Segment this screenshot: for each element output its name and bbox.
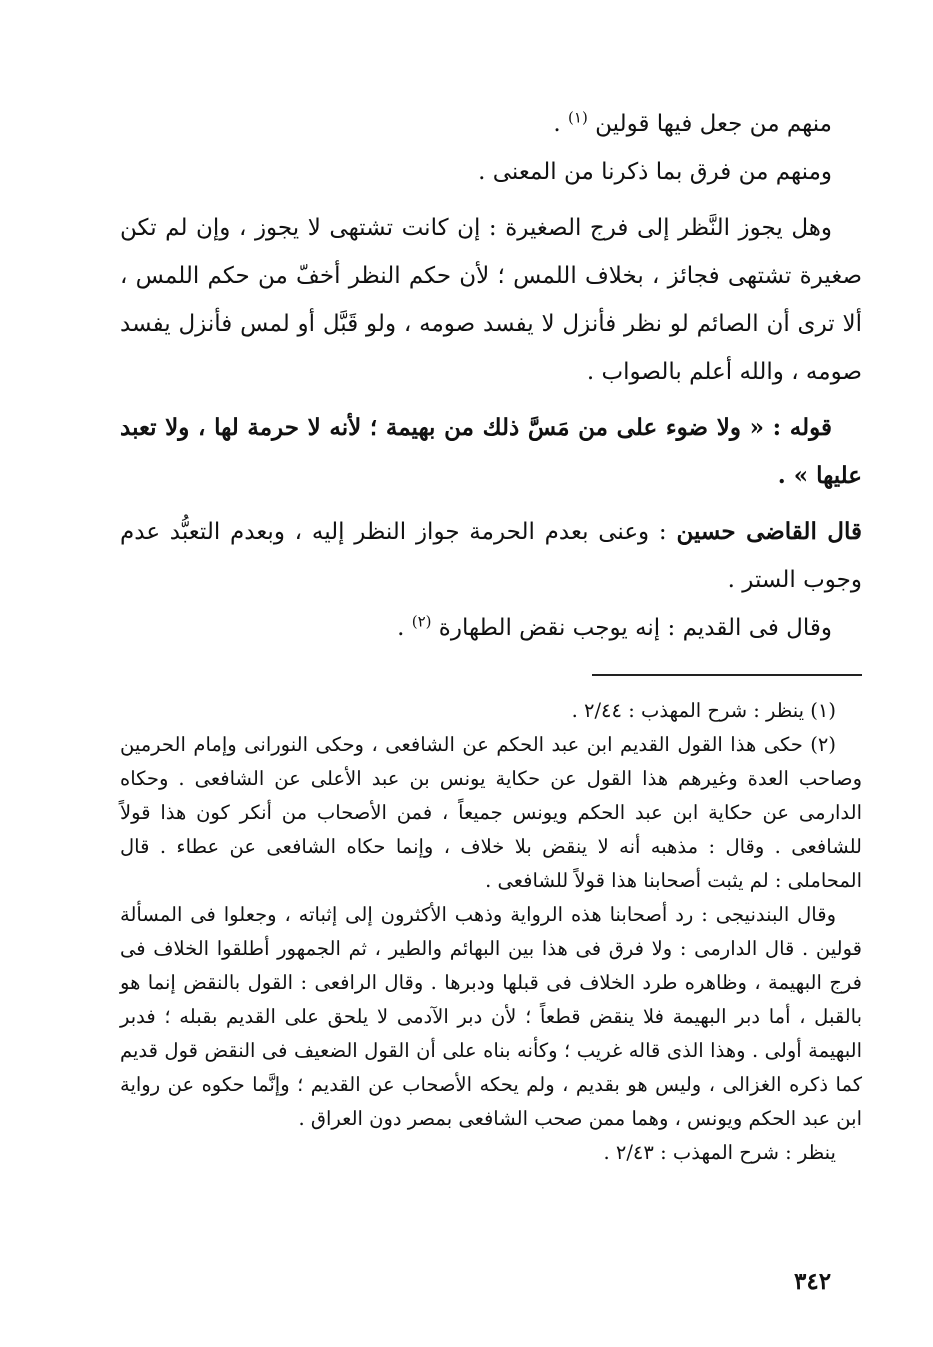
page-number: ٣٤٢	[794, 1268, 832, 1295]
paragraph-6-text: وقال فى القديم : إنه يوجب نقض الطهارة	[431, 615, 832, 641]
footnote-2-reference: ينظر : شرح المهذب : ٢/٤٣ .	[603, 1141, 836, 1164]
paragraph-5-text: : وعنى بعدم الحرمة جواز النظر إليه ، وبعدم التعبُّد عدم وجوب الستر .	[120, 519, 862, 593]
paragraph-1	[120, 100, 862, 148]
paragraph-1-text: منهم من جعل فيها قولين	[587, 111, 832, 137]
footnote-divider	[592, 674, 862, 676]
paragraph-1-end: .	[553, 111, 569, 137]
main-text	[120, 100, 862, 652]
footnote-2-continued: وقال البندنيجى : رد أصحابنا هذه الرواية وذهب الأكثرون إلى إثباته ، وجعلوا فى المسألة قولين . قال الدارمى : ولا فرق فى هذا بين البهائم والطير ، ثم الجمهور أطلقوا الخلاف فى فرج البهيمة ، وظاهره طرد الخلاف فى قبلها ودبرها . وقال الرافعى : القول بالنقض إنما هو بالقبل ، أما دبر البهيمة فلا ينقض قطعاً ؛ لأن دبر الآدمى لا يلحق على القديم بقبله ؛ فدبر البهيمة أولى . وهذا الذى قاله غريب ؛ وكأنه بناه على أن القول الضعيف فى النقض قول قديم كما ذكره الغزالى ، وليس هو بقديم ، ولم يحكه الأصحاب عن القديم ؛ وإنَّما حكوه عن رواية ابن عبد الحكم ويونس ، وهما ممن صحب الشافعى بمصر دون العراق .	[120, 903, 862, 1130]
paragraph-6-end: .	[397, 615, 412, 641]
paragraph-5	[120, 508, 862, 604]
footnote-ref-2: (٢)	[411, 612, 432, 631]
footnote-2: (٢) حكى هذا القول القديم ابن عبد الحكم عن الشافعى ، وحكى النورانى وإمام الحرمين وصاحب العدة وغيرهم هذا القول عن حكاية يونس بن عبد الأعلى عن الشافعى . وحكاه الدارمى عن حكاية ابن عبد الحكم ويونس جميعاً ، فمن الأصحاب من أنكر كون هذا قولاً للشافعى . وقال : مذهبه أنه لا ينقض بلا خلاف ، وإنما حكاه الشافعى عن عطاء . قال المحاملى : لم يثبت أصحابنا هذا قولاً للشافعى .	[120, 733, 862, 892]
paragraph-2: ومنهم من فرق بما ذكرنا من المعنى .	[478, 159, 832, 185]
quoted-text: قوله : « ولا ضوء على من مَسَّ ذلك من بهيمة ؛ لأنه لا حرمة لها ، ولا تعبد عليها » .	[120, 414, 862, 489]
paragraph-6	[120, 604, 862, 652]
speaker-name: قال القاضى حسين	[676, 518, 863, 545]
footnote-1: (١) ينظر : شرح المهذب : ٢/٤٤ .	[571, 699, 836, 722]
footnote-ref-1: (١)	[568, 108, 588, 127]
page-body	[120, 100, 862, 1170]
paragraph-3: وهل يجوز النَّظر إلى فرج الصغيرة : إن كانت تشتهى لا يجوز ، وإن لم تكن صغيرة تشتهى فجائز ، بخلاف اللمس ؛ لأن حكم النظر أخفّ من حكم اللمس ، ألا ترى أن الصائم لو نظر فأنزل لا يفسد صومه ، ولو قَبَّل أو لمس فأنزل يفسد صومه ، والله أعلم بالصواب .	[120, 215, 862, 385]
footnotes	[120, 694, 862, 1170]
